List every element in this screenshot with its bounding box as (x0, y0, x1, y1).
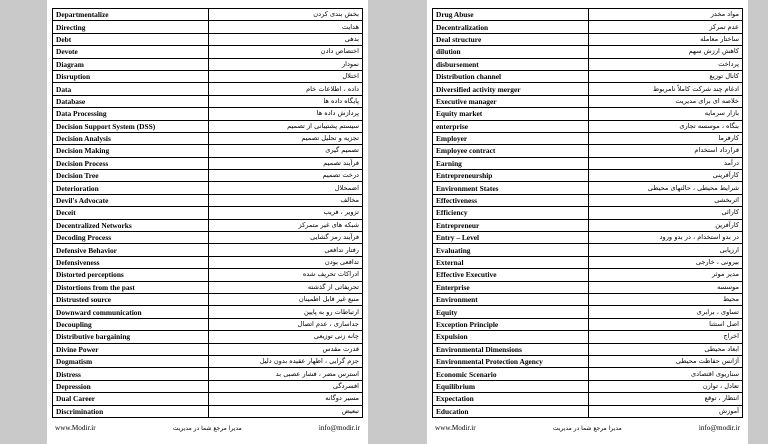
glossary-row (433, 244, 743, 256)
term-persian: هدایت (208, 21, 362, 33)
term-persian: تحریفاتی از گذشته (208, 281, 362, 293)
term-persian: بنگاه ، موسسه تجاری (588, 120, 742, 132)
page-footer-left (55, 424, 360, 432)
glossary-row (53, 70, 363, 82)
glossary-row (433, 194, 743, 206)
term-persian: ارتباطات رو به پایین (208, 306, 362, 318)
term-persian: ساختار معامله (588, 33, 742, 45)
term-english: Directing (53, 21, 209, 33)
glossary-row (433, 331, 743, 343)
term-persian: مدیر موثر (588, 269, 742, 281)
term-english: Decoupling (53, 318, 209, 330)
term-persian: کارائی (588, 207, 742, 219)
term-persian: تجزیه و تحلیل تصمیم (208, 132, 362, 144)
glossary-row (53, 293, 363, 305)
term-persian: استرس مضر ، فشار عصبی بد (208, 368, 362, 380)
term-english: Drug Abuse (433, 9, 589, 21)
term-persian: سیستم پشتیبانی از تصمیم (208, 120, 362, 132)
term-english: Distorted perceptions (53, 269, 209, 281)
glossary-row (53, 393, 363, 405)
term-english: Environmental Dimensions (433, 343, 589, 355)
term-persian: آموزش (588, 405, 742, 417)
term-english: Depression (53, 380, 209, 392)
term-persian: پرداخت (588, 58, 742, 70)
glossary-row (433, 380, 743, 392)
glossary-row (53, 194, 363, 206)
glossary-body-left (53, 9, 363, 418)
glossary-row (53, 108, 363, 120)
glossary-row (53, 132, 363, 144)
term-persian: کارفرما (588, 132, 742, 144)
term-english: Decentralization (433, 21, 589, 33)
footer-email: info@modir.ir (698, 424, 740, 432)
glossary-row (433, 33, 743, 45)
term-persian: شبکه های غیر متمرکز (208, 219, 362, 231)
term-english: Expulsion (433, 331, 589, 343)
glossary-row (53, 232, 363, 244)
term-persian: پردازش داده ها (208, 108, 362, 120)
term-english: External (433, 256, 589, 268)
glossary-row (433, 9, 743, 21)
glossary-row (53, 145, 363, 157)
term-persian: درخت تصمیم (208, 170, 362, 182)
term-english: Entrepreneurship (433, 170, 589, 182)
term-english: Diversified activity merger (433, 83, 589, 95)
term-persian: انتظار ، توقع (588, 393, 742, 405)
term-persian: اصل استثنا (588, 318, 742, 330)
term-english: enterprise (433, 120, 589, 132)
glossary-row (53, 170, 363, 182)
glossary-row (53, 157, 363, 169)
term-english: Equity market (433, 108, 589, 120)
term-english: Equity (433, 306, 589, 318)
term-english: Decoding Process (53, 232, 209, 244)
term-persian: تزویر ، فریب (208, 207, 362, 219)
term-english: Entrepreneur (433, 219, 589, 231)
glossary-row (433, 21, 743, 33)
glossary-row (433, 219, 743, 231)
term-persian: کارآفرین (588, 219, 742, 231)
footer-site: www.Modir.ir (435, 424, 476, 432)
term-persian: تساوی ، برابری (588, 306, 742, 318)
term-persian: اثربخشی (588, 194, 742, 206)
term-persian: سناریوی اقتصادی (588, 368, 742, 380)
term-english: Decision Process (53, 157, 209, 169)
term-persian: چانه زنی توزیعی (208, 331, 362, 343)
glossary-row (433, 58, 743, 70)
glossary-row (433, 157, 743, 169)
term-english: Distrusted source (53, 293, 209, 305)
glossary-row (433, 182, 743, 194)
term-english: Dual Career (53, 393, 209, 405)
term-english: Decision Analysis (53, 132, 209, 144)
term-english: disbursement (433, 58, 589, 70)
glossary-row (53, 380, 363, 392)
glossary-row (433, 70, 743, 82)
glossary-row (433, 306, 743, 318)
term-persian: کارآفرینی (588, 170, 742, 182)
term-english: Environment States (433, 182, 589, 194)
term-persian: تدافعی بودن (208, 256, 362, 268)
glossary-row (53, 58, 363, 70)
term-persian: اضمحلال (208, 182, 362, 194)
term-persian: محیط (588, 293, 742, 305)
term-persian: قرارداد استخدام (588, 145, 742, 157)
term-english: Downward communication (53, 306, 209, 318)
term-english: Distribution channel (433, 70, 589, 82)
term-english: Distress (53, 368, 209, 380)
glossary-row (53, 21, 363, 33)
term-english: Decision Making (53, 145, 209, 157)
term-persian: موسسه (588, 281, 742, 293)
term-persian: ارزیابی (588, 244, 742, 256)
glossary-row (53, 219, 363, 231)
term-persian: در بدو استخدام ، در بدو ورود (588, 232, 742, 244)
term-english: Data Processing (53, 108, 209, 120)
term-persian: نمودار (208, 58, 362, 70)
glossary-row (53, 256, 363, 268)
glossary-row (53, 368, 363, 380)
glossary-row (53, 281, 363, 293)
term-english: Equilibrium (433, 380, 589, 392)
term-persian: بیرونی ، خارجی (588, 256, 742, 268)
term-persian: اخراج (588, 331, 742, 343)
page-left (47, 0, 368, 444)
glossary-row (433, 256, 743, 268)
term-persian: ادراکات تحریف شده (208, 269, 362, 281)
footer-email: info@modir.ir (318, 424, 360, 432)
glossary-row (53, 306, 363, 318)
glossary-row (53, 318, 363, 330)
term-persian: مسیر دوگانه (208, 393, 362, 405)
term-persian: تعادل ، توازن (588, 380, 742, 392)
term-english: Decision Support System (DSS) (53, 120, 209, 132)
term-english: Enterprise (433, 281, 589, 293)
term-english: Entry – Level (433, 232, 589, 244)
term-persian: درآمد (588, 157, 742, 169)
term-persian: مخالف (208, 194, 362, 206)
term-english: Evaluating (433, 244, 589, 256)
term-english: Data (53, 83, 209, 95)
term-english: Disruption (53, 70, 209, 82)
term-english: Devote (53, 46, 209, 58)
term-persian: افسردگی (208, 380, 362, 392)
footer-tagline: مدیرا مرجع شما در مدیریت (552, 425, 622, 432)
term-english: Divine Power (53, 343, 209, 355)
term-english: dilution (433, 46, 589, 58)
glossary-row (433, 132, 743, 144)
term-english: Environmental Protection Agency (433, 355, 589, 367)
term-english: Exception Principle (433, 318, 589, 330)
glossary-body-right (433, 9, 743, 418)
term-persian: فرآیند رمز گشایی (208, 232, 362, 244)
glossary-row (433, 293, 743, 305)
term-english: Efficiency (433, 207, 589, 219)
page-footer-right (435, 424, 740, 432)
term-persian: قدرت مقدس (208, 343, 362, 355)
term-english: Departmentalize (53, 9, 209, 21)
glossary-row (53, 207, 363, 219)
glossary-row (53, 46, 363, 58)
glossary-row (433, 368, 743, 380)
glossary-row (53, 244, 363, 256)
term-persian: کانال توزیع (588, 70, 742, 82)
term-english: Deceit (53, 207, 209, 219)
term-english: Decision Tree (53, 170, 209, 182)
term-english: Defensiveness (53, 256, 209, 268)
term-english: Education (433, 405, 589, 417)
term-persian: کاهش ارزش سهم (588, 46, 742, 58)
term-english: Deal structure (433, 33, 589, 45)
term-persian: خلاصه ای برای مدیریت (588, 95, 742, 107)
term-persian: ادغام چند شرکت کاملاً نامربوط (588, 83, 742, 95)
glossary-row (433, 343, 743, 355)
glossary-row (53, 120, 363, 132)
glossary-row (53, 182, 363, 194)
glossary-row (433, 145, 743, 157)
glossary-row (53, 9, 363, 21)
term-english: Executive manager (433, 95, 589, 107)
glossary-row (53, 95, 363, 107)
footer-tagline: مدیرا مرجع شما در مدیریت (172, 425, 242, 432)
glossary-row (433, 281, 743, 293)
glossary-row (53, 355, 363, 367)
glossary-row (53, 405, 363, 417)
term-persian: اختصاص دادن (208, 46, 362, 58)
term-persian: شرایط محیطی ، حالتهای محیطی (588, 182, 742, 194)
term-english: Decentralized Networks (53, 219, 209, 231)
footer-site: www.Modir.ir (55, 424, 96, 432)
glossary-row (433, 207, 743, 219)
glossary-row (433, 269, 743, 281)
glossary-row (433, 46, 743, 58)
glossary-row (53, 331, 363, 343)
glossary-table-left (52, 8, 363, 418)
glossary-row (433, 108, 743, 120)
term-persian: مواد مخدر (588, 9, 742, 21)
term-persian: جزم گرایی ، اظهار عقیده بدون دلیل (208, 355, 362, 367)
term-persian: بدهی (208, 33, 362, 45)
term-english: Database (53, 95, 209, 107)
term-english: Expectation (433, 393, 589, 405)
glossary-row (433, 83, 743, 95)
term-english: Effectiveness (433, 194, 589, 206)
glossary-row (433, 120, 743, 132)
term-english: Environment (433, 293, 589, 305)
term-english: Distributive bargaining (53, 331, 209, 343)
term-persian: آژانس حفاظت محیطی (588, 355, 742, 367)
term-persian: بازار سرمایه (588, 108, 742, 120)
glossary-row (53, 83, 363, 95)
glossary-row (433, 232, 743, 244)
term-persian: پایگاه داده ها (208, 95, 362, 107)
term-english: Dogmatism (53, 355, 209, 367)
term-english: Employee contract (433, 145, 589, 157)
term-english: Devil's Advocate (53, 194, 209, 206)
glossary-row (433, 95, 743, 107)
term-persian: منبع غیر قابل اطمینان (208, 293, 362, 305)
glossary-table-right (432, 8, 743, 418)
term-english: Deterioration (53, 182, 209, 194)
term-persian: اختلال (208, 70, 362, 82)
term-persian: تصمیم گیری (208, 145, 362, 157)
glossary-row (53, 343, 363, 355)
term-persian: رفتار تدافعی (208, 244, 362, 256)
glossary-row (53, 269, 363, 281)
term-english: Debt (53, 33, 209, 45)
term-english: Defensive Behavior (53, 244, 209, 256)
term-english: Economic Scenario (433, 368, 589, 380)
term-persian: ابعاد محیطی (588, 343, 742, 355)
term-english: Distortions from the past (53, 281, 209, 293)
term-persian: جداسازی ، عدم اتصال (208, 318, 362, 330)
glossary-row (433, 318, 743, 330)
term-english: Discrimination (53, 405, 209, 417)
term-english: Effective Executive (433, 269, 589, 281)
term-persian: بخش بندی کردن (208, 9, 362, 21)
term-persian: تبعیض (208, 405, 362, 417)
glossary-row (433, 393, 743, 405)
term-english: Employer (433, 132, 589, 144)
term-persian: داده ، اطلاعات خام (208, 83, 362, 95)
term-persian: فرآیند تصمیم (208, 157, 362, 169)
glossary-row (433, 405, 743, 417)
term-english: Diagram (53, 58, 209, 70)
page-right (427, 0, 748, 444)
term-persian: عدم تمرکز (588, 21, 742, 33)
glossary-row (53, 33, 363, 45)
glossary-row (433, 170, 743, 182)
term-english: Earning (433, 157, 589, 169)
glossary-row (433, 355, 743, 367)
